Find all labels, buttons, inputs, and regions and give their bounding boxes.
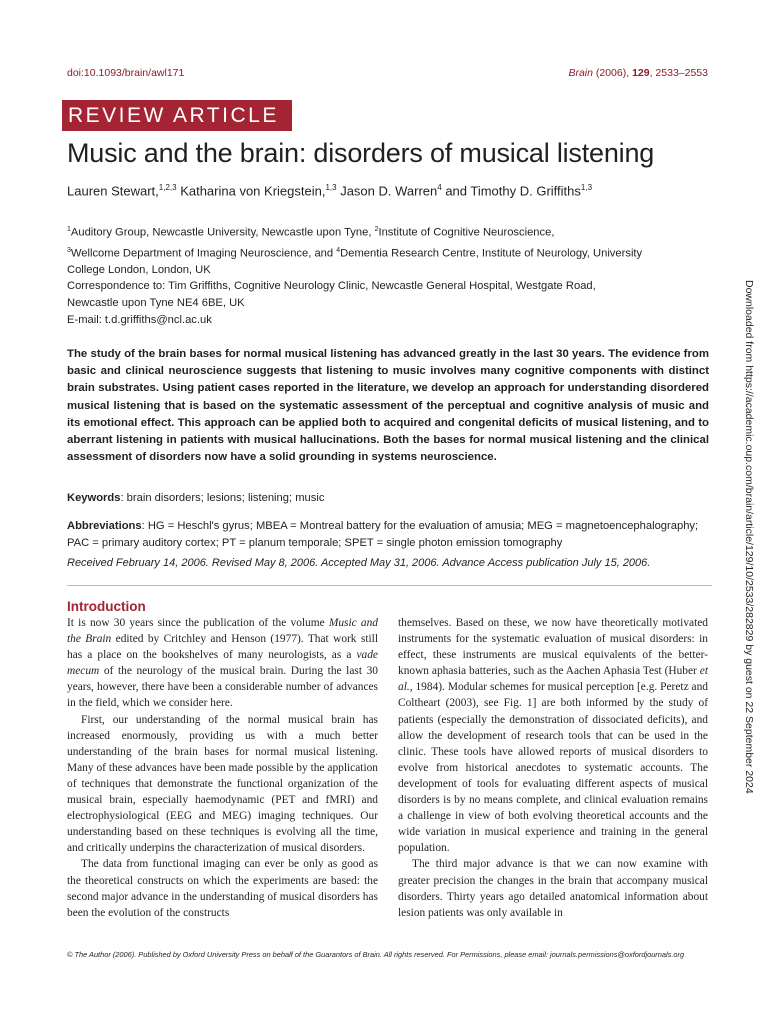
section-heading-introduction: Introduction [67, 599, 146, 614]
abbreviations-label: Abbreviations [67, 520, 142, 532]
abbreviations: Abbreviations: HG = Heschl's gyrus; MBEA = Montreal battery for the evaluation of amusia; MEG = magnetoencephalography; PAC = primary auditory cortex; PT = planum temporale; SPET = single photon emission tomography [67, 520, 699, 549]
article-title: Music and the brain: disorders of musical listening [67, 138, 655, 168]
volume-number: 129 [632, 67, 650, 79]
keywords-label: Keywords [67, 492, 121, 504]
download-watermark-text: Downloaded from https://academic.oup.com/brain/article/129/10/2533/282829 by guest on 22 September 2024 [743, 280, 755, 794]
author-affiliation-marker: 1,2,3 [158, 183, 177, 192]
running-header [67, 67, 708, 81]
affiliation-line: $^1$Auditory Group, Newcastle University, Newcastle upon Tyne, $^2$Institute of Cognitive Neuroscience, [67, 226, 555, 239]
author-name: Jason D. Warren [336, 183, 438, 199]
journal-name: Brain [568, 67, 593, 79]
affiliation-line: $^3$Wellcome Department of Imaging Neuroscience, and $^4$Dementia Research Centre, Institute of Neurology, University [67, 246, 643, 260]
author-affiliation-marker: 1,3 [580, 183, 593, 192]
body-paragraph: themselves. Based on these, we now have theoretically motivated instruments for the systematic evaluation of musical disorders: in effect, these instruments are musical equivalents of the better-known aphasia batteries, such as the Aachen Aphasia Test (Huber et al., 1984). Modular schemes for musical perception [e.g. Peretz and Coltheart (2003), see Fig. 1] are both informed by the study of patients (especially the demonstration of dissociated deficits), and allow the development of research tools that can be used in the clinic. These tools have allowed reports of musical disorders to evolve from historical anecdotes to systematic accounts. The development of tools for evaluating different aspects of musical disorders is by no means complete, and clinical evaluation remains a challenge in view of both evolving theoretical accounts and the wide variation in musical experience and training in the general population. [398, 617, 708, 855]
publication-history: Received February 14, 2006. Revised May 8, 2006. Accepted May 31, 2006. Advance Access publication July 15, 2006. [67, 557, 651, 569]
article-type-banner: REVIEW ARTICLE [62, 100, 292, 131]
keywords [67, 492, 324, 504]
author-name: and Timothy D. Griffiths [441, 183, 581, 199]
author-name: Katharina von Kriegstein, [176, 183, 326, 199]
author-affiliation-marker: 4 [437, 183, 442, 192]
section-divider [67, 585, 712, 586]
affiliations [67, 221, 707, 279]
body-paragraph: The data from functional imaging can ever be only as good as the theoretical constructs on which the experiments are based: the second major advance in the understanding of musical disorders has been the evolution of the constructs [67, 858, 378, 919]
author-list [67, 183, 592, 198]
journal-citation: Brain (2006), 129, 2533–2553 [568, 67, 708, 79]
affiliation-line: College London, London, UK [67, 264, 211, 277]
body-paragraph: It is now 30 years since the publication of the volume Music and the Brain edited by Critchley and Henson (1977). That work still has a place on the bookshelves of many neurologists, as a vade mecum of the neurology of the musical brain. During the last 30 years, however, there have been a considerable number of advances in the field, which we consider here. [67, 617, 378, 710]
body-column-left [67, 615, 378, 921]
body-paragraph: The third major advance is that we can now examine with greater precision the changes in the brain that accompany musical disorders. Thirty years ago detailed anatomical information about lesion patients was only available in [398, 858, 708, 919]
download-watermark [743, 280, 765, 794]
body-paragraph: First, our understanding of the normal musical brain has increased enormously, providing us with a much better understanding of the brain bases for normal musical listening. Many of these advances have been made possible by the application of techniques that demonstrate the functional organization of the musical brain, especially haemodynamic (PET and fMRI) and electrophysiological (EEG and MEG) imaging techniques. Our understanding based on these techniques is evolving all the time, and critically underpins the characterization of musical disorders. [67, 713, 378, 855]
abstract: The study of the brain bases for normal musical listening has advanced greatly in the last 30 years. The evidence from basic and clinical neuroscience suggests that listening to music involves many cognitive components with distinct brain substrates. Using patient cases reported in the literature, we develop an approach for understanding disordered musical listening that is based on the systematic assessment of the perceptual and cognitive analysis of music and its emotional effect. This approach can be applied both to acquired and congenital deficits of musical listening, and to aberrant listening in patients with musical hallucinations. Both the bases for normal musical listening and the clinical assessment of disorders now have a solid grounding in systems neuroscience. [67, 348, 709, 464]
copyright-footnote: © The Author (2006). Published by Oxford University Press on behalf of the Guarantors of Brain. All rights reserved. For Permissions, please email: journals.permissions@oxfordjournals.org [67, 950, 685, 959]
body-column-right [398, 615, 708, 921]
keywords-text: : brain disorders; lesions; listening; music [120, 492, 325, 504]
correspondence-email[interactable]: E-mail: t.d.griffiths@ncl.ac.uk [67, 314, 212, 326]
author-name: Lauren Stewart, [67, 183, 159, 199]
author-affiliation-marker: 1,3 [325, 183, 337, 192]
doi-link[interactable]: doi:10.1093/brain/awl171 [67, 67, 185, 79]
correspondence: Correspondence to: Tim Griffiths, Cognitive Neurology Clinic, Newcastle General Hospital, Westgate Road, Newcastle upon Tyne NE4 6BE, UK E-mail: t.d.griffiths@ncl.ac.uk [67, 278, 707, 329]
